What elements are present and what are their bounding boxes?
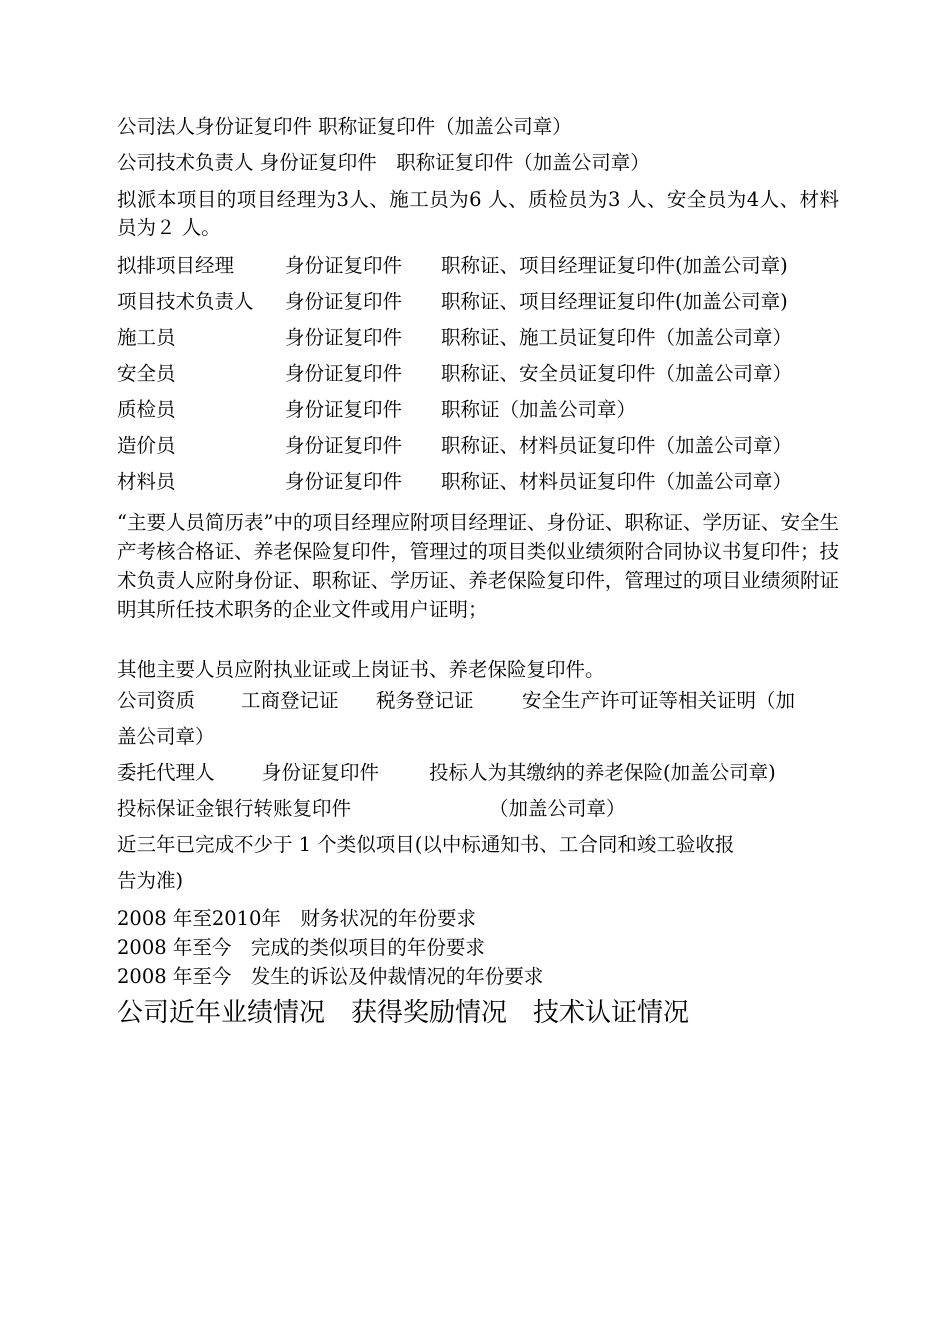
agent-pension: 投标人为其缴纳的养老保险(加盖公司章) — [429, 761, 776, 784]
other-staff-line: 其他主要人员应附执业证或上岗证书、养老保险复印件。 — [117, 658, 605, 681]
year-requirement-projects: 2008 年至今 完成的类似项目的年份要求 — [117, 936, 485, 959]
tech-lead-line: 公司技术负责人 身份证复印件 职称证复印件（加盖公司章） — [117, 151, 650, 174]
staff-role: 材料员 — [117, 470, 176, 493]
staff-role: 项目技术负责人 — [117, 290, 254, 313]
staff-certs: 职称证、项目经理证复印件(加盖公司章) — [441, 290, 788, 313]
tax-registration: 税务登记证 — [376, 689, 474, 712]
staff-row — [117, 289, 839, 315]
agent-label: 委托代理人 — [117, 761, 215, 784]
agent-line — [117, 760, 839, 786]
staff-row — [117, 325, 839, 351]
staff-certs: 职称证（加盖公司章） — [441, 398, 637, 421]
staff-role: 造价员 — [117, 434, 176, 457]
agent-id-copy: 身份证复印件 — [262, 761, 380, 784]
staff-role: 施工员 — [117, 326, 176, 349]
bond-stamp-note: （加盖公司章） — [489, 797, 626, 820]
staff-row — [117, 253, 839, 279]
staff-certs: 职称证、施工员证复印件（加盖公司章） — [441, 326, 793, 349]
staff-row — [117, 361, 839, 387]
safety-permit: 安全生产许可证等相关证明（加 — [522, 689, 796, 712]
year-requirement-litigation: 2008 年至今 发生的诉讼及仲裁情况的年份要求 — [117, 965, 544, 988]
resume-requirements-paragraph: “主要人员简历表”中的项目经理应附项目经理证、身份证、职称证、学历证、安全生产考核合格证、养老保险复印件，管理过的项目类似业绩须附合同协议书复印件；技术负责人应附身份证、职称证、学历证、养老保险复印件，管理过的项目业绩须附证明其所任技术职务的企业文件或用户证明； — [117, 511, 839, 621]
staff-certs: 职称证、安全员证复印件（加盖公司章） — [441, 362, 793, 385]
staff-id-copy: 身份证复印件 — [285, 362, 403, 385]
staff-row — [117, 397, 839, 423]
staff-certs: 职称证、材料员证复印件（加盖公司章） — [441, 434, 793, 457]
qualification-label: 公司资质 — [117, 689, 196, 712]
staff-row — [117, 433, 839, 459]
performance-heading: 公司近年业绩情况 获得奖励情况 技术认证情况 — [117, 998, 690, 1028]
staffing-plan-paragraph: 拟派本项目的项目经理为3人、施工员为6 人、质检员为3 人、安全员为4人、材料员为２ 人。 — [117, 188, 839, 239]
similar-projects-continuation: 告为准) — [117, 869, 184, 892]
staff-certs: 职称证、项目经理证复印件(加盖公司章) — [441, 254, 788, 277]
staff-id-copy: 身份证复印件 — [285, 290, 403, 313]
staff-id-copy: 身份证复印件 — [285, 434, 403, 457]
company-qualification-continuation: 盖公司章） — [117, 725, 215, 748]
similar-projects-line: 近三年已完成不少于 1 个类似项目(以中标通知书、工合同和竣工验收报 — [117, 833, 735, 856]
staff-id-copy: 身份证复印件 — [285, 398, 403, 421]
bond-line — [117, 796, 839, 822]
staff-role: 安全员 — [117, 362, 176, 385]
staff-row — [117, 469, 839, 495]
staff-id-copy: 身份证复印件 — [285, 470, 403, 493]
staff-certs: 职称证、材料员证复印件（加盖公司章） — [441, 470, 793, 493]
company-qualification-line — [117, 688, 839, 714]
staff-role: 拟排项目经理 — [117, 254, 235, 277]
staff-role: 质检员 — [117, 398, 176, 421]
staff-id-copy: 身份证复印件 — [285, 254, 403, 277]
bond-label: 投标保证金银行转账复印件 — [117, 797, 352, 820]
staff-id-copy: 身份证复印件 — [285, 326, 403, 349]
year-requirement-financial: 2008 年至2010年 财务状况的年份要求 — [117, 907, 476, 930]
business-license: 工商登记证 — [241, 689, 339, 712]
legal-rep-line: 公司法人身份证复印件 职称证复印件（加盖公司章） — [117, 115, 572, 138]
